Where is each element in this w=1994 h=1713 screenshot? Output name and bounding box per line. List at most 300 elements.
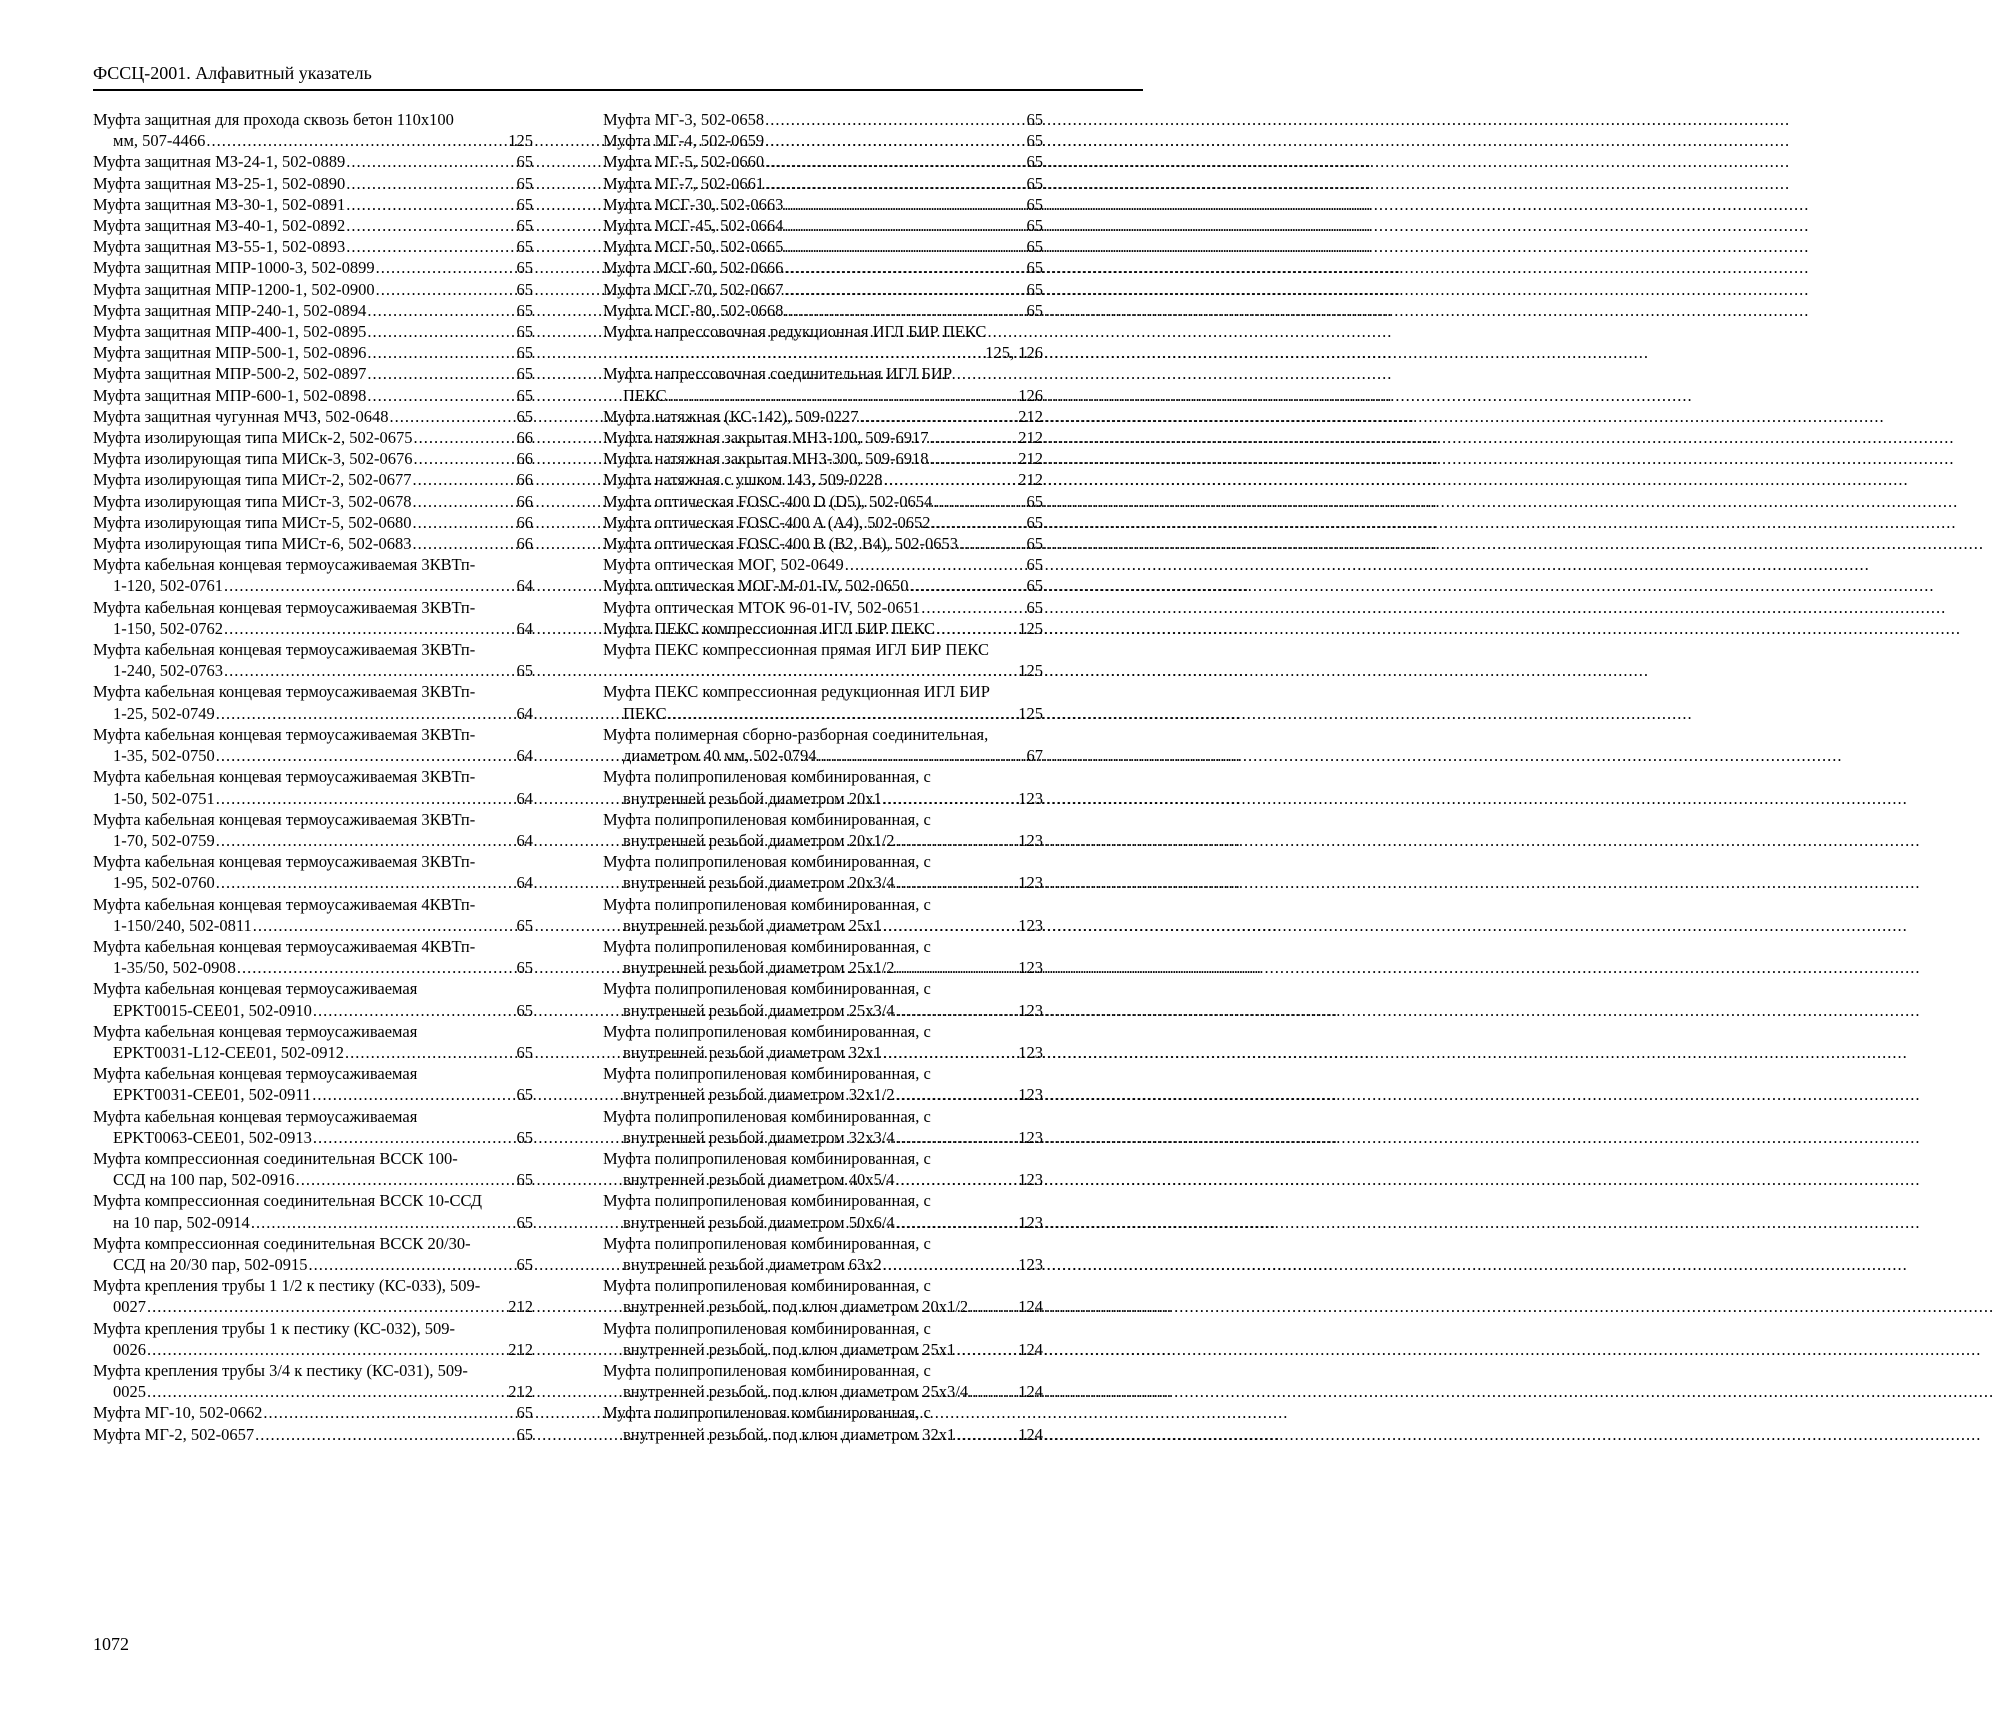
entry-text: внутренней резьбой диаметром 50х6/4: [623, 1212, 895, 1232]
entry-continuation-line: [603, 1084, 1043, 1105]
entry-page-ref: 123: [1018, 1170, 1043, 1190]
entry-page-ref: 65: [516, 258, 533, 278]
entry-text: Муфта ПЕКС компрессионная ИГЛ БИР ПЕКС: [603, 618, 935, 638]
dot-leader: [413, 533, 516, 554]
entry-text: внутренней резьбой диаметром 32х1/2: [623, 1085, 895, 1105]
index-entry: [603, 1318, 1043, 1360]
dot-leader: [345, 1042, 516, 1063]
entry-page-ref: 123: [1018, 958, 1043, 978]
index-entry: [603, 236, 1043, 257]
index-entry: [93, 1021, 533, 1063]
dot-leader: [367, 300, 515, 321]
index-entry: [603, 1275, 1043, 1317]
entry-title-line: [603, 575, 1043, 596]
index-entry: [603, 618, 1043, 639]
entry-text: Муфта защитная МПР-1000-3, 502-0899: [93, 258, 375, 278]
index-entry: [603, 1190, 1043, 1232]
index-entry: [603, 257, 1043, 278]
entry-continuation-line: [603, 703, 1043, 724]
entry-page-ref: 123: [1018, 1254, 1043, 1274]
index-entry: [603, 1360, 1043, 1402]
entry-title-line: [93, 279, 533, 300]
index-entry: [93, 639, 533, 681]
entry-text: Муфта компрессионная соединительная ВССК 10-ССД: [93, 1191, 482, 1211]
dot-leader: [936, 618, 1017, 639]
entry-text: Муфта крепления трубы 1 к пестику (КС-032), 509-: [93, 1318, 456, 1338]
entry-continuation-line: [93, 1254, 533, 1275]
entry-text: внутренней резьбой диаметром 20х1: [623, 788, 882, 808]
entry-title-line: [93, 554, 533, 575]
entry-title-line: [603, 809, 1043, 830]
index-entry: [93, 894, 533, 936]
dot-leader: [883, 788, 1018, 809]
entry-page-ref: 65: [516, 1127, 533, 1147]
entry-title-line: [93, 639, 533, 660]
entry-page-ref: 123: [1018, 830, 1043, 850]
dot-leader: [784, 215, 1025, 236]
entry-continuation-line: [603, 1339, 1043, 1360]
entry-title-line: [93, 597, 533, 618]
dot-leader: [367, 321, 515, 342]
entry-text: Муфта кабельная концевая термоусаживаемая 3КВТп-: [93, 682, 476, 702]
dot-leader: [346, 151, 515, 172]
entry-text: внутренней резьбой, под ключ диаметром 25х1: [623, 1339, 956, 1359]
entry-page-ref: 212: [508, 1297, 533, 1317]
entry-page-ref: 65: [516, 1212, 533, 1232]
entry-page-ref: 65: [516, 1424, 533, 1444]
entry-text: внутренней резьбой диаметром 63х2: [623, 1254, 882, 1274]
entry-title-line: [93, 406, 533, 427]
entry-page-ref: 65: [516, 322, 533, 342]
index-entry: [93, 766, 533, 808]
dot-leader: [367, 342, 515, 363]
entry-text: Муфта напрессовочная редукционная ИГЛ БИР ПЕКС: [603, 322, 987, 342]
entry-text: EPKT0031-CEE01, 502-0911: [113, 1085, 312, 1105]
index-entry: [603, 809, 1043, 851]
entry-text: Муфта изолирующая типа МИСт-2, 502-0677: [93, 470, 412, 490]
entry-text: Муфта МСГ-50, 502-0665: [603, 237, 784, 257]
entry-title-line: [603, 1402, 1043, 1423]
index-entry: [93, 512, 533, 533]
entry-title-line: [93, 1021, 533, 1042]
dot-leader: [216, 703, 516, 724]
entry-text: Муфта напрессовочная соединительная ИГЛ БИР: [603, 364, 952, 384]
entry-page-ref: 65: [1026, 152, 1043, 172]
entry-text: EPKT0031-L12-CEE01, 502-0912: [113, 1042, 344, 1062]
entry-title-line: [603, 766, 1043, 787]
entry-page-ref: 65: [1026, 216, 1043, 236]
dot-leader: [413, 512, 516, 533]
entry-text: Муфта полипропиленовая комбинированная, с: [603, 1318, 931, 1338]
entry-title-line: [603, 1275, 1043, 1296]
entry-text: Муфта кабельная концевая термоусаживаемая 4КВТп-: [93, 894, 476, 914]
entry-page-ref: 65: [516, 915, 533, 935]
entry-title-line: [603, 978, 1043, 999]
entry-title-line: [603, 406, 1043, 427]
dot-leader: [921, 597, 1025, 618]
entry-page-ref: 65: [1026, 131, 1043, 151]
entry-continuation-line: [603, 1212, 1043, 1233]
dot-leader: [346, 236, 515, 257]
entry-title-line: [603, 724, 1043, 745]
entry-text: Муфта кабельная концевая термоусаживаемая: [93, 1021, 418, 1041]
entry-page-ref: 65: [1026, 555, 1043, 575]
entry-page-ref: 65: [516, 194, 533, 214]
index-entry: [93, 363, 533, 384]
entry-continuation-line: [93, 703, 533, 724]
index-entry: [603, 300, 1043, 321]
entry-page-ref: 65: [516, 216, 533, 236]
entry-text: Муфта МГ-3, 502-0658: [603, 110, 765, 129]
index-entry: [603, 1021, 1043, 1063]
entry-text: Муфта защитная МЗ-25-1, 502-0890: [93, 173, 346, 193]
entry-text: Муфта полипропиленовая комбинированная, с: [603, 1064, 931, 1084]
dot-leader: [896, 957, 1018, 978]
entry-page-ref: 65: [1026, 173, 1043, 193]
entry-page-ref: 123: [1018, 1085, 1043, 1105]
index-entry: [93, 109, 533, 151]
entry-continuation-line: [603, 1127, 1043, 1148]
entry-page-ref: 212: [1018, 470, 1043, 490]
dot-leader: [413, 491, 516, 512]
entry-title-line: [603, 512, 1043, 533]
entry-title-line: [93, 681, 533, 702]
entry-continuation-line: [93, 915, 533, 936]
entry-continuation-line: [603, 385, 1043, 406]
entry-page-ref: 123: [1018, 1212, 1043, 1232]
index-entry: [93, 809, 533, 851]
entry-title-line: [603, 130, 1043, 151]
running-header: ФССЦ-2001. Алфавитный указатель: [93, 63, 372, 83]
entry-page-ref: 123: [1018, 873, 1043, 893]
dot-leader: [896, 1169, 1018, 1190]
dot-leader: [969, 1296, 1017, 1317]
entry-continuation-line: [93, 872, 533, 893]
dot-leader: [312, 1084, 515, 1105]
dot-leader: [346, 215, 515, 236]
entry-text: Муфта изолирующая типа МИСк-2, 502-0675: [93, 428, 413, 448]
entry-page-ref: 124: [1018, 1382, 1043, 1402]
dot-leader: [216, 788, 516, 809]
entry-page-ref: 65: [516, 385, 533, 405]
entry-page-ref: 65: [516, 279, 533, 299]
entry-title-line: [603, 639, 1043, 660]
dot-leader: [883, 1254, 1018, 1275]
entry-title-line: [93, 1063, 533, 1084]
entry-continuation-line: [93, 830, 533, 851]
index-entry: [603, 130, 1043, 151]
index-entry: [93, 1318, 533, 1360]
index-entry: [93, 215, 533, 236]
dot-leader: [784, 279, 1025, 300]
entry-page-ref: 64: [516, 576, 533, 596]
entry-text: Муфта натяжная с ушком 143, 509-0228: [603, 470, 883, 490]
entry-title-line: [603, 1106, 1043, 1127]
entry-text: Муфта защитная МЗ-40-1, 502-0892: [93, 216, 346, 236]
entry-continuation-line: [93, 745, 533, 766]
entry-page-ref: 65: [516, 1254, 533, 1274]
index-entry: [603, 448, 1043, 469]
entry-title-line: [603, 618, 1043, 639]
entry-continuation-line: [93, 1212, 533, 1233]
entry-text: внутренней резьбой, под ключ диаметром 20х1/2: [623, 1297, 969, 1317]
index-entry: [93, 385, 533, 406]
entry-title-line: [603, 1190, 1043, 1211]
entry-text: Муфта МГ-4, 502-0659: [603, 131, 765, 151]
index-entry: [603, 533, 1043, 554]
entry-title-line: [603, 851, 1043, 872]
entry-text: Муфта полипропиленовая комбинированная, с: [603, 1360, 931, 1380]
entry-page-ref: 65: [516, 1042, 533, 1062]
entry-text: 1-25, 502-0749: [113, 703, 215, 723]
entry-page-ref: 65: [1026, 576, 1043, 596]
dot-leader: [255, 1424, 515, 1445]
index-entry: [603, 173, 1043, 194]
entry-text: Муфта защитная МПР-500-1, 502-0896: [93, 343, 367, 363]
entry-title-line: [603, 533, 1043, 554]
entry-text: Муфта полипропиленовая комбинированная, с: [603, 1403, 931, 1423]
index-entry: [603, 1402, 1043, 1444]
entry-text: Муфта полипропиленовая комбинированная, с: [603, 1233, 931, 1253]
entry-text: 1-120, 502-0761: [113, 576, 223, 596]
entry-text: Муфта оптическая FOSC-400 A (A4), 502-0652: [603, 512, 931, 532]
entry-page-ref: 65: [1026, 512, 1043, 532]
index-entry: [93, 257, 533, 278]
dot-leader: [929, 427, 1017, 448]
entry-page-ref: 65: [516, 343, 533, 363]
entry-text: 1-70, 502-0759: [113, 830, 215, 850]
entry-page-ref: 212: [508, 1382, 533, 1402]
entry-continuation-line: [93, 957, 533, 978]
dot-leader: [896, 1212, 1018, 1233]
entry-text: Муфта крепления трубы 1 1/2 к пестику (КС-033), 509-: [93, 1276, 481, 1296]
index-entry: [603, 851, 1043, 893]
dot-leader: [313, 1127, 516, 1148]
entry-title-line: [603, 300, 1043, 321]
entry-text: Муфта защитная МЗ-24-1, 502-0889: [93, 152, 346, 172]
entry-text: Муфта кабельная концевая термоусаживаемая 3КВТп-: [93, 555, 476, 575]
entry-text: 1-35/50, 502-0908: [113, 958, 236, 978]
entry-text: EPKT0015-CEE01, 502-0910: [113, 1000, 312, 1020]
entry-title-line: [93, 491, 533, 512]
index-entry: [603, 491, 1043, 512]
entry-continuation-line: [93, 1339, 533, 1360]
entry-text: 1-50, 502-0751: [113, 788, 215, 808]
entry-page-ref: 65: [516, 1170, 533, 1190]
dot-leader: [896, 1127, 1018, 1148]
entry-page-ref: 212: [1018, 428, 1043, 448]
entry-title-line: [603, 257, 1043, 278]
dot-leader: [845, 554, 1026, 575]
index-entry: [93, 1402, 533, 1423]
entry-page-ref: 65: [516, 958, 533, 978]
entry-title-line: [93, 342, 533, 363]
entry-page-ref: 123: [1018, 915, 1043, 935]
entry-text: Муфта кабельная концевая термоусаживаемая 3КВТп-: [93, 724, 476, 744]
entry-text: Муфта натяжная закрытая МНЗ-100, 509-6917: [603, 428, 929, 448]
entry-text: Муфта оптическая МОГ-М-01-IV, 502-0650: [603, 576, 909, 596]
entry-text: Муфта полипропиленовая комбинированная, с: [603, 1276, 931, 1296]
dot-leader: [910, 575, 1026, 596]
entry-title-line: [93, 1106, 533, 1127]
entry-continuation-line: [603, 1254, 1043, 1275]
entry-page-ref: 124: [1018, 1297, 1043, 1317]
index-entry: [603, 597, 1043, 618]
entry-text: Муфта натяжная (КС-142), 509-0227: [603, 406, 859, 426]
dot-leader: [263, 1402, 515, 1423]
entry-continuation-line: [93, 575, 533, 596]
index-entry: [603, 215, 1043, 236]
dot-leader: [931, 512, 1025, 533]
entry-continuation-line: [603, 872, 1043, 893]
entry-text: Муфта полипропиленовая комбинированная, с: [603, 936, 931, 956]
entry-continuation-line: [603, 342, 1043, 363]
entry-continuation-line: [93, 1042, 533, 1063]
entry-text: Муфта защитная МЗ-55-1, 502-0893: [93, 237, 346, 257]
dot-leader: [784, 236, 1025, 257]
entry-title-line: [603, 215, 1043, 236]
entry-continuation-line: [93, 1296, 533, 1317]
dot-leader: [224, 660, 516, 681]
entry-text: Муфта защитная МПР-240-1, 502-0894: [93, 300, 367, 320]
entry-page-ref: 65: [516, 406, 533, 426]
index-entry: [603, 151, 1043, 172]
entry-page-ref: 66: [516, 470, 533, 490]
entry-text: мм, 507-4466: [113, 131, 206, 151]
dot-leader: [237, 957, 516, 978]
entry-page-ref: 64: [516, 873, 533, 893]
entry-page-ref: 66: [516, 428, 533, 448]
dot-leader: [308, 1254, 515, 1275]
dot-leader: [390, 406, 516, 427]
index-entry: [603, 1148, 1043, 1190]
entry-page-ref: 126: [1018, 385, 1043, 405]
index-entry: [603, 766, 1043, 808]
index-entry: [603, 575, 1043, 596]
index-entry: [603, 681, 1043, 723]
entry-page-ref: 65: [516, 1403, 533, 1423]
entry-title-line: [93, 1190, 533, 1211]
entry-continuation-line: [93, 1000, 533, 1021]
index-entry: [93, 554, 533, 596]
entry-title-line: [603, 109, 1043, 130]
entry-text: Муфта кабельная концевая термоусаживаемая 3КВТп-: [93, 597, 476, 617]
entry-text: Муфта оптическая МТОК 96-01-IV, 502-0651: [603, 597, 921, 617]
entry-page-ref: 65: [1026, 258, 1043, 278]
dot-leader: [346, 173, 515, 194]
dot-leader: [346, 194, 515, 215]
dot-leader: [224, 618, 516, 639]
entry-text: Муфта оптическая FOSC-400 B (B2, B4), 502-0653: [603, 534, 958, 554]
entry-text: 1-35, 502-0750: [113, 746, 215, 766]
entry-title-line: [603, 363, 1043, 384]
entry-page-ref: 64: [516, 618, 533, 638]
entry-text: Муфта натяжная закрытая МНЗ-300, 509-6918: [603, 449, 929, 469]
entry-text: Муфта полипропиленовая комбинированная, с: [603, 1148, 931, 1168]
dot-leader: [147, 1339, 507, 1360]
entry-title-line: [93, 151, 533, 172]
entry-title-line: [93, 1360, 533, 1381]
entry-continuation-line: [603, 1169, 1043, 1190]
entry-page-ref: 124: [1018, 1424, 1043, 1444]
dot-leader: [784, 257, 1025, 278]
entry-title-line: [93, 1275, 533, 1296]
dot-leader: [253, 915, 516, 936]
index-entry: [93, 300, 533, 321]
entry-title-line: [93, 448, 533, 469]
index-entry: [603, 512, 1043, 533]
entry-text: Муфта изолирующая типа МИСт-3, 502-0678: [93, 491, 412, 511]
index-entry: [93, 533, 533, 554]
entry-title-line: [603, 554, 1043, 575]
entry-text: Муфта полимерная сборно-разборная соединительная,: [603, 724, 989, 744]
entry-title-line: [603, 151, 1043, 172]
entry-title-line: [603, 321, 1043, 342]
entry-page-ref: 65: [516, 300, 533, 320]
entry-page-ref: 212: [1018, 406, 1043, 426]
entry-title-line: [93, 978, 533, 999]
entry-page-ref: 65: [516, 661, 533, 681]
dot-leader: [956, 1339, 1017, 1360]
index-entry: [93, 1233, 533, 1275]
dot-leader: [668, 385, 1018, 406]
dot-leader: [933, 491, 1025, 512]
entry-title-line: [603, 427, 1043, 448]
entry-title-line: [93, 724, 533, 745]
entry-page-ref: 65: [1026, 194, 1043, 214]
entry-text: Муфта ПЕКС компрессионная прямая ИГЛ БИР ПЕКС: [603, 640, 990, 660]
dot-leader: [956, 1424, 1017, 1445]
entry-text: 1-95, 502-0760: [113, 873, 215, 893]
entry-page-ref: 125, 126: [985, 343, 1043, 363]
index-entry: [93, 321, 533, 342]
index-entry: [93, 1275, 533, 1317]
entry-title-line: [603, 1148, 1043, 1169]
entry-title-line: [93, 236, 533, 257]
entry-text: внутренней резьбой диаметром 25х1/2: [623, 958, 895, 978]
entry-title-line: [93, 173, 533, 194]
entry-text: Муфта МСГ-80, 502-0668: [603, 300, 784, 320]
entry-text: внутренней резьбой диаметром 20х1/2: [623, 830, 895, 850]
index-entry: [603, 427, 1043, 448]
index-entry: [93, 1424, 533, 1445]
entry-title-line: [93, 936, 533, 957]
entry-page-ref: 65: [1026, 110, 1043, 129]
entry-text: ПЕКС: [623, 385, 667, 405]
index-entry: [603, 194, 1043, 215]
dot-leader: [765, 130, 1025, 151]
page-number: 1072: [93, 1634, 129, 1654]
dot-leader: [896, 1084, 1018, 1105]
dot-leader: [929, 448, 1017, 469]
index-entry: [93, 173, 533, 194]
dot-leader: [784, 194, 1025, 215]
entry-text: 1-240, 502-0763: [113, 661, 223, 681]
entry-page-ref: 64: [516, 746, 533, 766]
index-entry: [93, 427, 533, 448]
entry-text: Муфта МГ-7, 502-0661: [603, 173, 765, 193]
entry-text: 1-150/240, 502-0811: [113, 915, 252, 935]
entry-title-line: [93, 1424, 533, 1445]
dot-leader: [367, 385, 515, 406]
entry-page-ref: 65: [1026, 534, 1043, 554]
entry-text: внутренней резьбой диаметром 40х5/4: [623, 1170, 895, 1190]
entry-page-ref: 123: [1018, 1127, 1043, 1147]
entry-continuation-line: [603, 915, 1043, 936]
dot-leader: [896, 872, 1018, 893]
entry-text: ССД на 20/30 пар, 502-0915: [113, 1254, 308, 1274]
entry-page-ref: 125: [1018, 703, 1043, 723]
